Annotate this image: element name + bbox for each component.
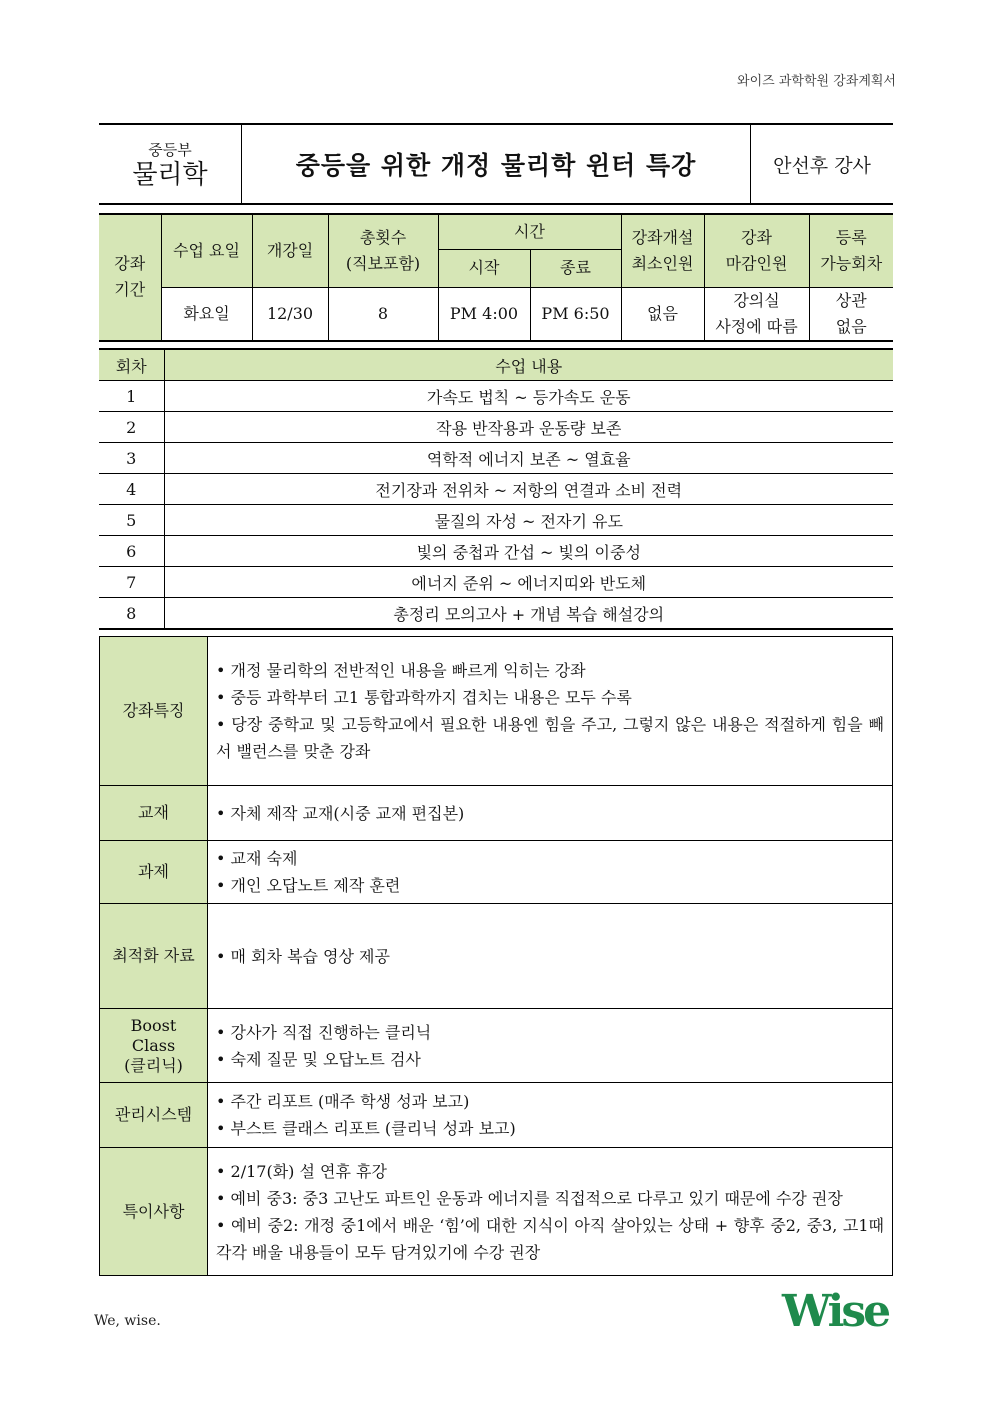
- session-number: 3: [99, 443, 164, 474]
- table-row: [99, 598, 893, 630]
- list-item: • 개인 오답노트 제작 훈련: [216, 876, 401, 895]
- homework-content: [208, 841, 893, 904]
- textbook-content: [208, 786, 893, 841]
- division-label: 중등부: [148, 140, 192, 159]
- list-item: • 예비 중2: 개정 중1에서 배운 ‘힘’에 대한 지식이 아직 살아있는 상태 + 향후 중2, 중3, 고1때 각각 배울 내용들이 모두 담겨있기에 수강 권장: [216, 1215, 884, 1262]
- wise-logo-icon: [780, 1288, 898, 1334]
- schedule-table: [99, 348, 893, 630]
- session-number: 6: [99, 536, 164, 567]
- session-number: 1: [99, 381, 164, 412]
- features-content: [208, 637, 893, 786]
- list-item: • 중등 과학부터 고1 통합과학까지 겹치는 내용은 모두 수록: [216, 688, 632, 707]
- list-item: • 예비 중3: 중3 고난도 파트인 운동과 에너지를 직접적으로 다루고 있기 때문에 수강 권장: [216, 1188, 843, 1208]
- session-number: 7: [99, 567, 164, 598]
- course-title: 중등을 위한 개정 물리학 윈터 특강: [242, 125, 751, 203]
- day-value: 화요일: [161, 287, 252, 341]
- homework-label: 과제: [100, 841, 208, 904]
- textbook-label: 교재: [100, 786, 208, 841]
- session-content: 총정리 모의고사 + 개념 복습 해설강의: [164, 598, 893, 630]
- time-header: 시간: [438, 214, 621, 249]
- table-row: [99, 381, 893, 412]
- division-cell: [99, 125, 242, 203]
- min-enroll-value: 없음: [621, 287, 704, 341]
- features-label: 강좌특징: [100, 637, 208, 786]
- list-item: • 당장 중학교 및 고등학교에서 필요한 내용엔 힘을 주고, 그렇지 않은 내용은 적절하게 힘을 빼서 밸런스를 맞춘 강좌: [216, 715, 884, 761]
- session-column-header: 회차: [99, 349, 164, 381]
- course-title-block: [99, 123, 893, 205]
- boost-class-label: Boost Class (클리닉): [100, 1009, 208, 1083]
- start-date-value: 12/30: [252, 287, 328, 341]
- table-row: [99, 567, 893, 598]
- svg-text:Wise: Wise: [782, 1288, 889, 1334]
- session-number: 4: [99, 474, 164, 505]
- list-item: • 2/17(화) 설 연휴 휴강: [216, 1161, 387, 1181]
- management-content: [208, 1083, 893, 1148]
- session-content: 빛의 중첩과 간섭 ~ 빛의 이중성: [164, 536, 893, 567]
- course-info-table: [99, 213, 893, 342]
- list-item: • 교재 숙제: [216, 849, 298, 868]
- table-row: [99, 505, 893, 536]
- list-item: • 매 회차 복습 영상 제공: [216, 946, 390, 966]
- session-content: 물질의 자성 ~ 전자기 유도: [164, 505, 893, 536]
- list-item: • 자체 제작 교재(시중 교재 편집본): [216, 803, 465, 823]
- table-row: [99, 412, 893, 443]
- session-content: 에너지 준위 ~ 에너지띠와 반도체: [164, 567, 893, 598]
- time-end-value: PM 6:50: [530, 287, 621, 341]
- time-end-header: 종료: [530, 249, 621, 287]
- session-content: 전기장과 전위차 ~ 저항의 연결과 소비 전력: [164, 474, 893, 505]
- start-date-header: 개강일: [252, 214, 328, 287]
- max-enroll-header: 강좌 마감인원: [704, 214, 809, 287]
- total-sessions-value: 8: [328, 287, 438, 341]
- total-sessions-header: 총횟수 (직보포함): [328, 214, 438, 287]
- document-header-title: 와이즈 과학학원 강좌계획서: [737, 74, 896, 89]
- footer-slogan: We, wise.: [94, 1313, 161, 1329]
- session-number: 5: [99, 505, 164, 536]
- wise-logo: [780, 1288, 898, 1338]
- course-features-table: [99, 636, 893, 1276]
- list-item: • 주간 리포트 (매주 학생 성과 보고): [216, 1092, 470, 1111]
- min-enroll-header: 강좌개설 최소인원: [621, 214, 704, 287]
- table-row: [99, 443, 893, 474]
- notes-content: [208, 1148, 893, 1276]
- list-item: • 개정 물리학의 전반적인 내용을 빠르게 익히는 강좌: [216, 661, 586, 680]
- management-label: 관리시스템: [100, 1083, 208, 1148]
- session-content: 역학적 에너지 보존 ~ 열효율: [164, 443, 893, 474]
- subject-label: 물리학: [132, 159, 208, 190]
- session-number: 8: [99, 598, 164, 630]
- boost-class-content: [208, 1009, 893, 1083]
- session-content: 가속도 법칙 ~ 등가속도 운동: [164, 381, 893, 412]
- list-item: • 강사가 직접 진행하는 클리닉: [216, 1022, 432, 1042]
- session-content: 작용 반작용과 운동량 보존: [164, 412, 893, 443]
- day-header: 수업 요일: [161, 214, 252, 287]
- instructor-name: 안선후 강사: [773, 154, 871, 177]
- materials-label: 최적화 자료: [100, 904, 208, 1009]
- reg-sessions-value: 상관 없음: [809, 287, 893, 341]
- max-enroll-value: 강의실 사정에 따름: [704, 287, 809, 341]
- time-start-value: PM 4:00: [438, 287, 530, 341]
- content-column-header: 수업 내용: [164, 349, 893, 381]
- table-row: [99, 536, 893, 567]
- period-label: 강좌 기간: [99, 214, 161, 341]
- time-start-header: 시작: [438, 249, 530, 287]
- list-item: • 숙제 질문 및 오답노트 검사: [216, 1049, 421, 1069]
- notes-label: 특이사항: [100, 1148, 208, 1276]
- reg-sessions-header: 등록 가능회차: [809, 214, 893, 287]
- materials-content: [208, 904, 893, 1009]
- table-row: [99, 474, 893, 505]
- session-number: 2: [99, 412, 164, 443]
- list-item: • 부스트 클래스 리포트 (클리닉 성과 보고): [216, 1119, 516, 1138]
